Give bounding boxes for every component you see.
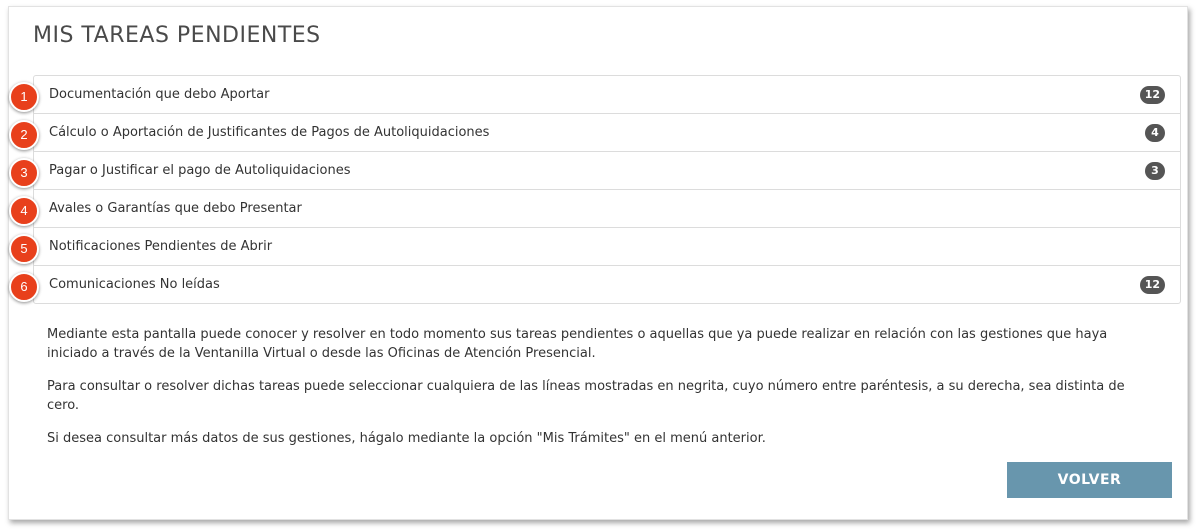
task-list <box>20 75 1181 304</box>
pending-tasks-panel <box>8 6 1188 520</box>
task-count-badge: 12 <box>1140 86 1165 104</box>
task-item-notifications[interactable] <box>20 228 1180 266</box>
step-marker: 2 <box>9 120 39 150</box>
task-item-documentation[interactable] <box>20 76 1180 114</box>
task-label: Notificaciones Pendientes de Abrir <box>49 239 273 254</box>
task-label: Documentación que debo Aportar <box>49 87 270 102</box>
info-paragraph: Para consultar o resolver dichas tareas puede seleccionar cualquiera de las líneas mostradas en negrita, cuyo número entre paréntesis, a su derecha, sea distinta de cero. <box>47 379 1125 413</box>
page-title: MIS TAREAS PENDIENTES <box>33 23 321 48</box>
task-item-communications[interactable] <box>20 266 1180 303</box>
step-marker: 3 <box>9 158 39 188</box>
task-label: Avales o Garantías que debo Presentar <box>49 201 302 216</box>
task-count-badge: 3 <box>1145 162 1165 180</box>
step-marker: 6 <box>9 272 39 302</box>
task-item-guarantees[interactable] <box>20 190 1180 228</box>
back-button[interactable]: VOLVER <box>1007 462 1172 498</box>
task-item-payment-receipts[interactable] <box>20 114 1180 152</box>
task-item-pay-self-assessments[interactable] <box>20 152 1180 190</box>
step-marker: 1 <box>9 82 39 112</box>
step-marker: 4 <box>9 196 39 226</box>
task-label: Comunicaciones No leídas <box>49 277 220 292</box>
info-paragraph: Mediante esta pantalla puede conocer y resolver en todo momento sus tareas pendientes o aquellas que ya puede realizar en relación con las gestiones que haya iniciado a través de la Ventanilla Virtual o desde las Oficinas de Atención Presencial. <box>47 327 1108 361</box>
step-marker: 5 <box>9 234 39 264</box>
task-label: Pagar o Justificar el pago de Autoliquidaciones <box>49 163 351 178</box>
task-count-badge: 4 <box>1145 124 1165 142</box>
task-label: Cálculo o Aportación de Justificantes de Pagos de Autoliquidaciones <box>49 125 490 140</box>
info-text <box>47 325 1157 462</box>
info-paragraph: Si desea consultar más datos de sus gestiones, hágalo mediante la opción "Mis Trámites" en el menú anterior. <box>47 431 766 446</box>
task-count-badge: 12 <box>1140 276 1165 294</box>
